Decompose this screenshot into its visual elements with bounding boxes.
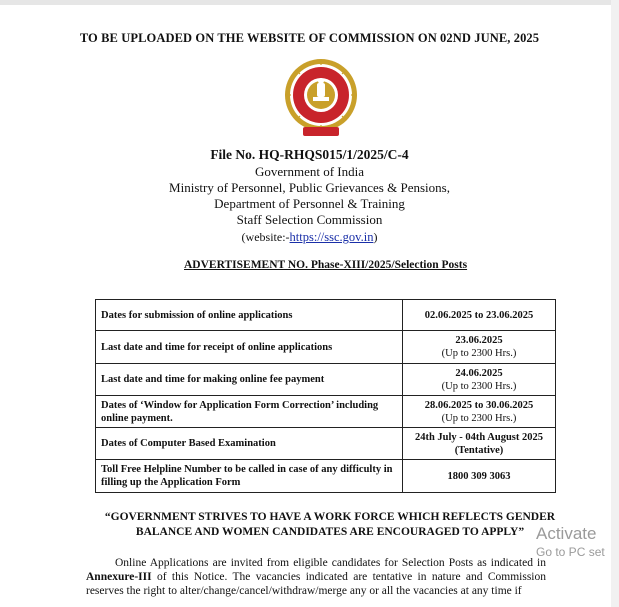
table-row bbox=[96, 364, 556, 396]
para-text-rest: of this Notice. The vacancies indicated are tentative in nature and Commission reserves the right to alter/change/cancel/withdraw/merge any or all the vacancies at any time if bbox=[86, 571, 546, 597]
website-link[interactable]: https://ssc.gov.in bbox=[289, 230, 374, 244]
file-number: File No. HQ-RHQS015/1/2025/C-4 bbox=[210, 147, 409, 162]
page-right-edge bbox=[611, 0, 619, 607]
row-value bbox=[403, 364, 556, 396]
slogan-line: “GOVERNMENT STRIVES TO HAVE A WORK FORCE WHICH REFLECTS GENDER bbox=[104, 511, 556, 523]
table-row bbox=[96, 396, 556, 428]
watermark-line: Go to PC set bbox=[536, 545, 605, 559]
row-value bbox=[403, 460, 556, 493]
advertisement-number: ADVERTISEMENT NO. Phase-XIII/2025/Selection Posts bbox=[184, 259, 468, 271]
table-row bbox=[96, 428, 556, 460]
upload-notice-header: TO BE UPLOADED ON THE WEBSITE OF COMMISSION ON 02ND JUNE, 2025 bbox=[79, 31, 540, 45]
row-label: Dates of ‘Window for Application Form Correction’ including online payment. bbox=[96, 396, 403, 428]
row-label: Dates of Computer Based Examination bbox=[96, 428, 403, 460]
row-value-sub: (Tentative) bbox=[454, 444, 504, 456]
slogan-line: BALANCE AND WOMEN CANDIDATES ARE ENCOURAGED TO APPLY” bbox=[135, 526, 525, 538]
para-text: Online Applications are invited from eligible candidates for Selection Posts as indicated in bbox=[115, 557, 546, 569]
row-label: Last date and time for receipt of online applications bbox=[96, 331, 403, 364]
row-label: Last date and time for making online fee payment bbox=[96, 364, 403, 396]
row-value bbox=[403, 428, 556, 460]
row-value-main: 02.06.2025 to 23.06.2025 bbox=[424, 309, 534, 321]
row-value-main: 28.06.2025 to 30.06.2025 bbox=[424, 399, 534, 411]
watermark-line: Activate bbox=[536, 524, 597, 543]
row-value-sub: (Up to 2300 Hrs.) bbox=[441, 412, 517, 424]
row-value bbox=[403, 396, 556, 428]
row-value-main: 23.06.2025 bbox=[455, 335, 503, 346]
row-value bbox=[403, 331, 556, 364]
table-row bbox=[96, 331, 556, 364]
org-line-ministry: Ministry of Personnel, Public Grievances & Pensions, bbox=[169, 180, 450, 195]
row-value-sub: (Up to 2300 Hrs.) bbox=[441, 348, 517, 359]
row-value-sub: (Up to 2300 Hrs.) bbox=[441, 380, 517, 392]
intro-paragraph bbox=[86, 556, 546, 598]
row-value bbox=[403, 300, 556, 331]
row-label: Dates for submission of online applications bbox=[96, 300, 403, 331]
annexure-reference: Annexure-III bbox=[86, 571, 152, 583]
website-prefix: (website:- bbox=[241, 230, 290, 244]
important-dates-table bbox=[95, 299, 556, 493]
table-row bbox=[96, 300, 556, 331]
org-line-government: Government of India bbox=[254, 164, 365, 179]
ssc-emblem-icon bbox=[283, 55, 359, 139]
org-line-commission: Staff Selection Commission bbox=[236, 212, 383, 227]
gender-balance-slogan bbox=[60, 510, 600, 540]
row-label: Toll Free Helpline Number to be called in case of any difficulty in filling up the Application Form bbox=[96, 460, 403, 493]
website-line bbox=[0, 230, 619, 245]
row-value-main: 1800 309 3063 bbox=[447, 470, 511, 482]
activate-windows-watermark bbox=[536, 524, 605, 559]
org-line-department: Department of Personnel & Training bbox=[214, 196, 405, 211]
website-suffix: ) bbox=[373, 230, 378, 244]
row-value-main: 24.06.2025 bbox=[455, 367, 503, 379]
table-row bbox=[96, 460, 556, 493]
page-top-border bbox=[0, 0, 619, 5]
row-value-main: 24th July - 04th August 2025 bbox=[414, 431, 544, 443]
